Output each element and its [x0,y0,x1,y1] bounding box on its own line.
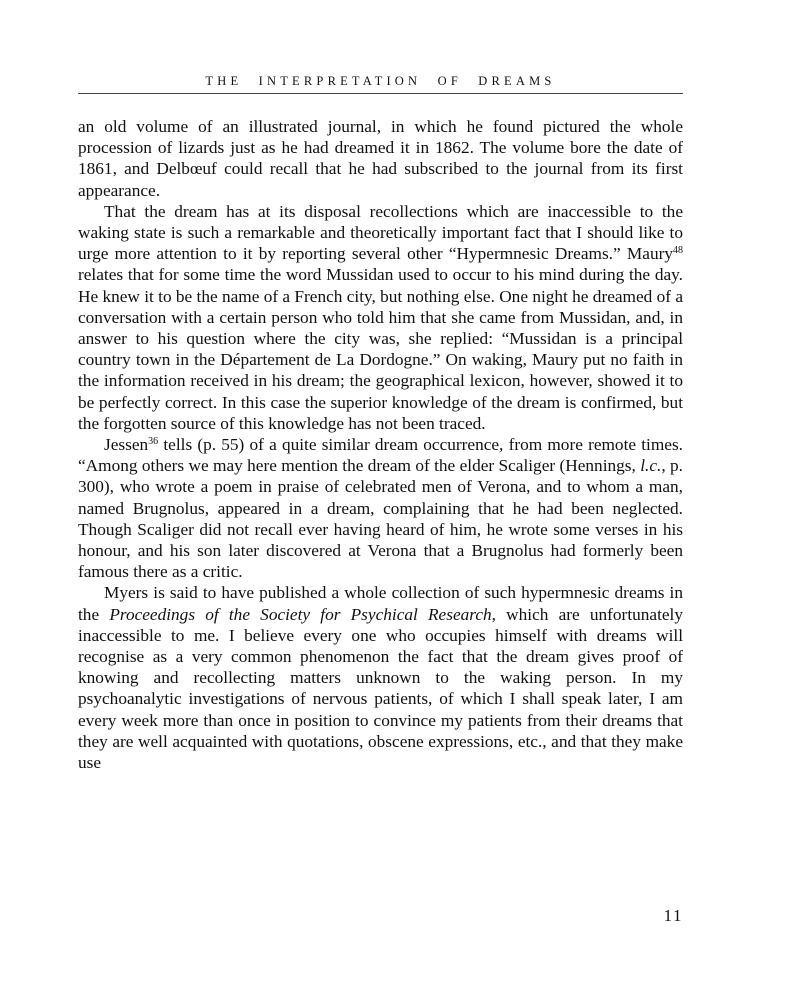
journal-title: Proceedings of the Society for Psychical Research [109,604,492,624]
citation-abbreviation: l.c. [640,456,662,476]
paragraph-text: , p. 300), who wrote a poem in praise of celebrated men of Verona, and to whom a man, named Brugnolus, appeared in a dream, complaining that he had been neglected. Though Scaliger did not recall ever having heard of him, he wrote some verses in his honour, and his son later discovered at Verona that a Brugnolus had formerly been famous there as a critic. [78,456,683,582]
header-rule [78,93,683,94]
paragraph-3 [78,434,683,582]
paragraph-2 [78,201,683,434]
page-number: 11 [663,906,683,925]
paragraph-text: , which are unfortunately inaccessible to me. I believe every one who occupies himself with dreams will recognise as a very common phenomenon the fact that the dream gives proof of knowing and recollecting matters unknown to the waking person. In my psychoanalytic investigations of nervous patients, of which I shall speak later, I am every week more than once in position to convince my patients from their dreams that they are well acquainted with quotations, obscene expressions, etc., and that they make use [78,604,683,773]
paragraph-text: Myers is said to have published a whole collection of such hypermnesic dreams in the [78,583,683,624]
running-head: THE INTERPRETATION OF DREAMS [205,74,556,88]
body-text [78,116,683,773]
paragraph-text: Jessen [104,435,149,455]
paragraph-4 [78,582,683,773]
paragraph-text: That the dream has at its disposal recollections which are inaccessible to the waking state is such a remarkable and theoretically important fact that I should like to urge more attention to it by reporting several other “Hypermnesic Dreams.” Maury [78,201,683,264]
paragraph-text: tells (p. 55) of a quite similar dream occurrence, from more remote times. “Among others we may here mention the dream of the elder Scaliger (Hennings, [78,435,683,476]
footnote-ref-48[interactable]: 48 [673,245,683,257]
paragraph-text: relates that for some time the word Mussidan used to occur to his mind during the day. He knew it to be the name of a French city, but nothing else. One night he dreamed of a conversation with a certain person who told him that she came from Mussidan, and, in answer to his question where the city was, she replied: “Mussidan is a principal country town in the Département de La Dordogne.” On waking, Maury put no faith in the information received in his dream; the geographical lexicon, however, showed it to be perfectly correct. In this case the superior knowledge of the dream is confirmed, but the forgotten source of this knowledge has not been traced. [78,265,683,433]
paragraph-1: an old volume of an illustrated journal, in which he found pictured the whole procession of lizards just as he had dreamed it in 1862. The volume bore the date of 1861, and Delbœuf could recall that he had subscribed to the journal from its first appearance. [78,117,683,200]
footnote-ref-36[interactable]: 36 [148,436,159,448]
